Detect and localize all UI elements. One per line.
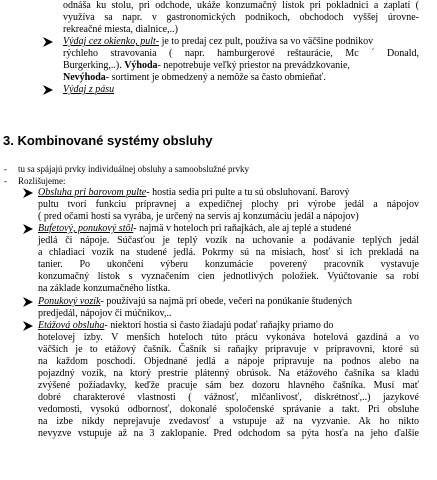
text-line: dobré charakterové vlastnosti ( vážnosť, mlčanlivosť, diskrétnosť,..) jazykové <box>38 392 419 403</box>
text-line: Výdaj cez okienko, pult- je to predaj cez pult, používa sa vo väčšine podnikov <box>63 36 374 47</box>
text-line: rekreačné miesta, dialnice,..) <box>63 24 178 35</box>
item-title: Ponukový vozík <box>38 296 101 307</box>
arrow-bullet-icon <box>22 320 34 332</box>
arrow-bullet-icon <box>22 223 34 235</box>
text-line: väčších je to etážový čašník. Čašník si raňajky pripravuje v prípravovni, ktoré sú <box>38 344 419 355</box>
text-line: Ponukový vozík- používajú sa najmä pri obede, večeri na ponúkanie študených <box>38 296 353 307</box>
label-nevyhoda: Nevýhoda <box>63 72 106 83</box>
text-line: pojazdný vozík, na ktorý prestrie plátenný obrúsok. Na etážového čašníka sa kladú <box>38 368 419 379</box>
text-line: zvýšené požiadavky, keďže pracuje sám bez dozoru hlavného čašníka. Musí mať <box>38 380 419 391</box>
text-line: využíva sa napr. v gastronomických podnikoch, obchodoch vyššej úrovne- <box>63 12 419 23</box>
arrow-bullet-icon <box>22 187 34 199</box>
text-line: jedlá či nápoje. Súčasťou je teplý vozík na uchovanie a podávanie teplých jedál <box>38 235 419 246</box>
label-vyhoda: Výhoda <box>124 60 158 71</box>
text-line: vedomosti, vysokú odbornosť, dokonalé spoločenské správanie a takt. Pri obsluhe <box>38 404 419 415</box>
text-line: hotelovej izby. V menších hoteloch túto prácu vykonáva hotelová gazdiná a vo <box>38 332 419 343</box>
text-line: na základe konzumačného lístka. <box>38 283 171 294</box>
text-line: nevyzve vstupuje až na 3 zaklopanie. Pred odchodom sa pýta hosťa na jeho ďalšie <box>38 428 419 439</box>
text-line: na každom poschodí. Objednané jedlá a nápoje pripravuje na podnos alebo na <box>38 356 419 367</box>
dash-marker: - <box>4 176 7 186</box>
text-line: tanier. Po ukončení výberu konzumácie poverený pracovník vystavuje <box>38 259 419 270</box>
item-title: Bufetový, ponukový stôl <box>38 223 134 234</box>
text-line: Etážová obsluha- niektorí hostia si často žiadajú podať raňajky priamo do <box>38 320 334 331</box>
text-line: Nevýhoda- sortiment je obmedzený a nemôže sa často obmieňať. <box>63 72 326 83</box>
text-line: Bufetový, ponukový stôl- najmä v hoteloch pri raňajkách, ale aj teplé a studené <box>38 223 352 234</box>
text-line: odnáša ku stolu, pri odchode, ukáže konzumačný lístok pri pokladnici a zaplatí ( <box>63 0 419 11</box>
text-line: pultu tvorí funkciu prípravnej a expedičnej plochy pri výrobe jedál a nápojov <box>38 199 419 210</box>
text-line: predjedál, nápojov či múčnikov,.. <box>38 308 172 319</box>
text-line: rýchleho stravovania ( napr. hamburgerové reštaurácie, Mc ´ Donald, <box>63 48 419 59</box>
item-title: Výdaj z pásu <box>63 84 115 95</box>
text-line: na izbe nikdy neprejavuje zvedavosť a vstupuje až na vyzvanie. Ak ho nikto <box>38 416 419 427</box>
text-line: Obsluha pri barovom pulte- hostia sedia pri pulte a tu sú obsluhovaní. Barový <box>38 187 350 198</box>
arrow-bullet-icon <box>42 36 54 48</box>
arrow-bullet-icon <box>42 84 54 96</box>
item-title: Etážová obsluha <box>38 320 105 331</box>
text-line: konzumačný lístok s vyznačením cien jednotlivých položiek. Vyúčtovanie sa robí <box>38 271 419 282</box>
text-line: ( pred očami hostí sa vyrába, je určený na servis aj konzumáciu jedál a nápojov) <box>38 211 359 222</box>
item-title: Obsluha pri barovom pulte <box>38 187 147 198</box>
section-heading: 3. Kombinované systémy obsluhy <box>3 133 213 148</box>
item-title: Výdaj cez okienko, pult- <box>63 36 160 47</box>
dash-marker: - <box>4 164 7 174</box>
text-line: Burgerking,..). Výhoda- nepotrebuje veľký priestor na prevádzkovanie, <box>63 60 350 71</box>
text-line: a chladiaci vozík na studené jedlá. Pokrmy sú na misiach, hosť si ich prekladá na <box>38 247 419 258</box>
text-line: tu sa spájajú prvky individuálnej obsluhy a samoobslužné prvky <box>18 164 249 174</box>
arrow-bullet-icon <box>22 296 34 308</box>
text-line: Rozlišujeme: <box>18 176 66 186</box>
